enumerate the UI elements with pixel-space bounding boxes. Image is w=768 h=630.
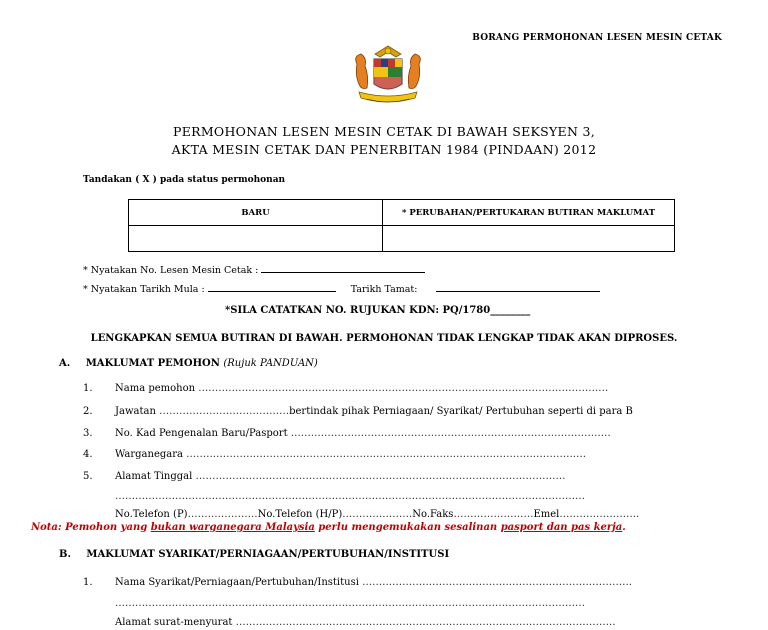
section-b-heading — [59, 549, 449, 560]
coat-of-arms-icon — [343, 44, 433, 110]
name-field[interactable]: …………………………………………………………………………………………………………… — [198, 383, 609, 394]
status-header-perubahan: * PERUBAHAN/PERTUKARAN BUTIRAN MAKLUMAT — [383, 200, 675, 226]
field-row-position — [83, 406, 633, 417]
field-row-name — [83, 383, 608, 394]
item-number: 2. — [83, 406, 93, 417]
start-date-label: * Nyatakan Tarikh Mula : — [83, 284, 205, 295]
item-number: 1. — [83, 383, 93, 394]
checkbox-perubahan[interactable] — [383, 226, 675, 252]
field-row-ic — [83, 428, 611, 439]
citizenship-field[interactable]: ………………………………………………………………………………………………………… — [186, 449, 587, 460]
hp-label: No.Telefon (H/P) — [257, 509, 343, 520]
note-text-1: Pemohon yang — [61, 522, 151, 533]
item-number: 4. — [83, 449, 93, 460]
company-field[interactable]: ……………………………………………………………………… — [362, 577, 633, 588]
kdn-reference: *SILA CATATKAN NO. RUJUKAN KDN: PQ/1780________ — [225, 305, 531, 316]
email-field[interactable]: …………………… — [559, 509, 640, 520]
mailing-address-label: Alamat surat-menyurat — [115, 617, 233, 628]
status-table — [128, 199, 675, 252]
section-b-title: MAKLUMAT SYARIKAT/PERNIAGAAN/PERTUBUHAN/INSTITUSI — [86, 549, 450, 560]
tel-label: No.Telefon (P) — [115, 509, 188, 520]
license-number-row — [83, 265, 425, 276]
form-code: BORANG PERMOHONAN LESEN MESIN CETAK — [472, 33, 722, 43]
note-underline-1: bukan warganegara Malaysia — [150, 522, 315, 533]
section-a-title: MAKLUMAT PEMOHON — [85, 358, 220, 369]
section-a-heading — [59, 358, 318, 369]
email-label: Emel — [533, 509, 560, 520]
checkbox-baru[interactable] — [129, 226, 383, 252]
note-end: . — [622, 522, 626, 533]
field-row-address — [83, 471, 565, 482]
fax-label: No.Faks — [412, 509, 454, 520]
ic-field[interactable]: …………………………………………………………………………………… — [290, 428, 611, 439]
phone-row — [115, 509, 639, 520]
field-row-mailing-address — [115, 617, 616, 628]
complete-notice: LENGKAPKAN SEMUA BUTIRAN DI BAWAH. PERMOHONAN TIDAK LENGKAP TIDAK AKAN DIPROSES. — [90, 333, 678, 344]
coat-of-arms-emblem — [343, 44, 433, 110]
note-underline-2: pasport dan pas kerja — [500, 522, 623, 533]
item-number: 3. — [83, 428, 93, 439]
status-header-baru: BARU — [129, 200, 383, 226]
position-suffix: bertindak pihak Perniagaan/ Syarikat/ Pertubuhan seperti di para B — [289, 406, 633, 417]
mailing-address-field[interactable]: …………………………………………………………………………………………………… — [235, 617, 616, 628]
license-number-label: * Nyatakan No. Lesen Mesin Cetak : — [83, 265, 259, 276]
tel-field[interactable]: ………………… — [187, 509, 258, 520]
field-row-citizenship — [83, 449, 586, 460]
non-citizen-note — [31, 522, 626, 533]
citizenship-label: Warganegara — [115, 449, 183, 460]
company-label: Nama Syarikat/Perniagaan/Pertubuhan/Institusi — [115, 577, 359, 588]
end-date-label: Tarikh Tamat: — [350, 284, 418, 295]
end-date-field[interactable] — [436, 291, 600, 292]
position-label: Jawatan — [115, 406, 156, 417]
section-a-subtitle: (Rujuk PANDUAN) — [223, 358, 318, 369]
status-instruction: Tandakan ( X ) pada status permohonan — [83, 175, 286, 185]
name-label: Nama pemohon — [115, 383, 196, 394]
address-field-line-2[interactable]: …………………………………………………………………………………………………………………………… — [115, 491, 585, 502]
form-title-line-1: PERMOHONAN LESEN MESIN CETAK DI BAWAH SEKSYEN 3, — [172, 124, 596, 139]
company-field-line-2[interactable]: …………………………………………………………………………………………………………………………… — [115, 598, 585, 609]
section-b-letter: B. — [59, 549, 71, 560]
license-number-field[interactable] — [261, 272, 425, 273]
ic-label: No. Kad Pengenalan Baru/Pasport — [115, 428, 288, 439]
address-label: Alamat Tinggal — [115, 471, 193, 482]
start-date-field[interactable] — [208, 291, 336, 292]
form-title-line-2: AKTA MESIN CETAK DAN PENERBITAN 1984 (PINDAAN) 2012 — [171, 142, 597, 157]
section-a-letter: A. — [59, 358, 71, 369]
note-prefix: Nota: — [31, 522, 62, 533]
hp-field[interactable]: ………………… — [342, 509, 413, 520]
note-text-2: perlu mengemukakan sesalinan — [314, 522, 501, 533]
item-number: 5. — [83, 471, 93, 482]
date-row — [83, 284, 600, 295]
fax-field[interactable]: …………………… — [453, 509, 534, 520]
address-field[interactable]: ………………………………………………………………………………………………… — [195, 471, 566, 482]
field-row-company — [83, 577, 632, 588]
position-field[interactable]: ………………………………… — [159, 406, 290, 417]
item-number: 1. — [83, 577, 93, 588]
